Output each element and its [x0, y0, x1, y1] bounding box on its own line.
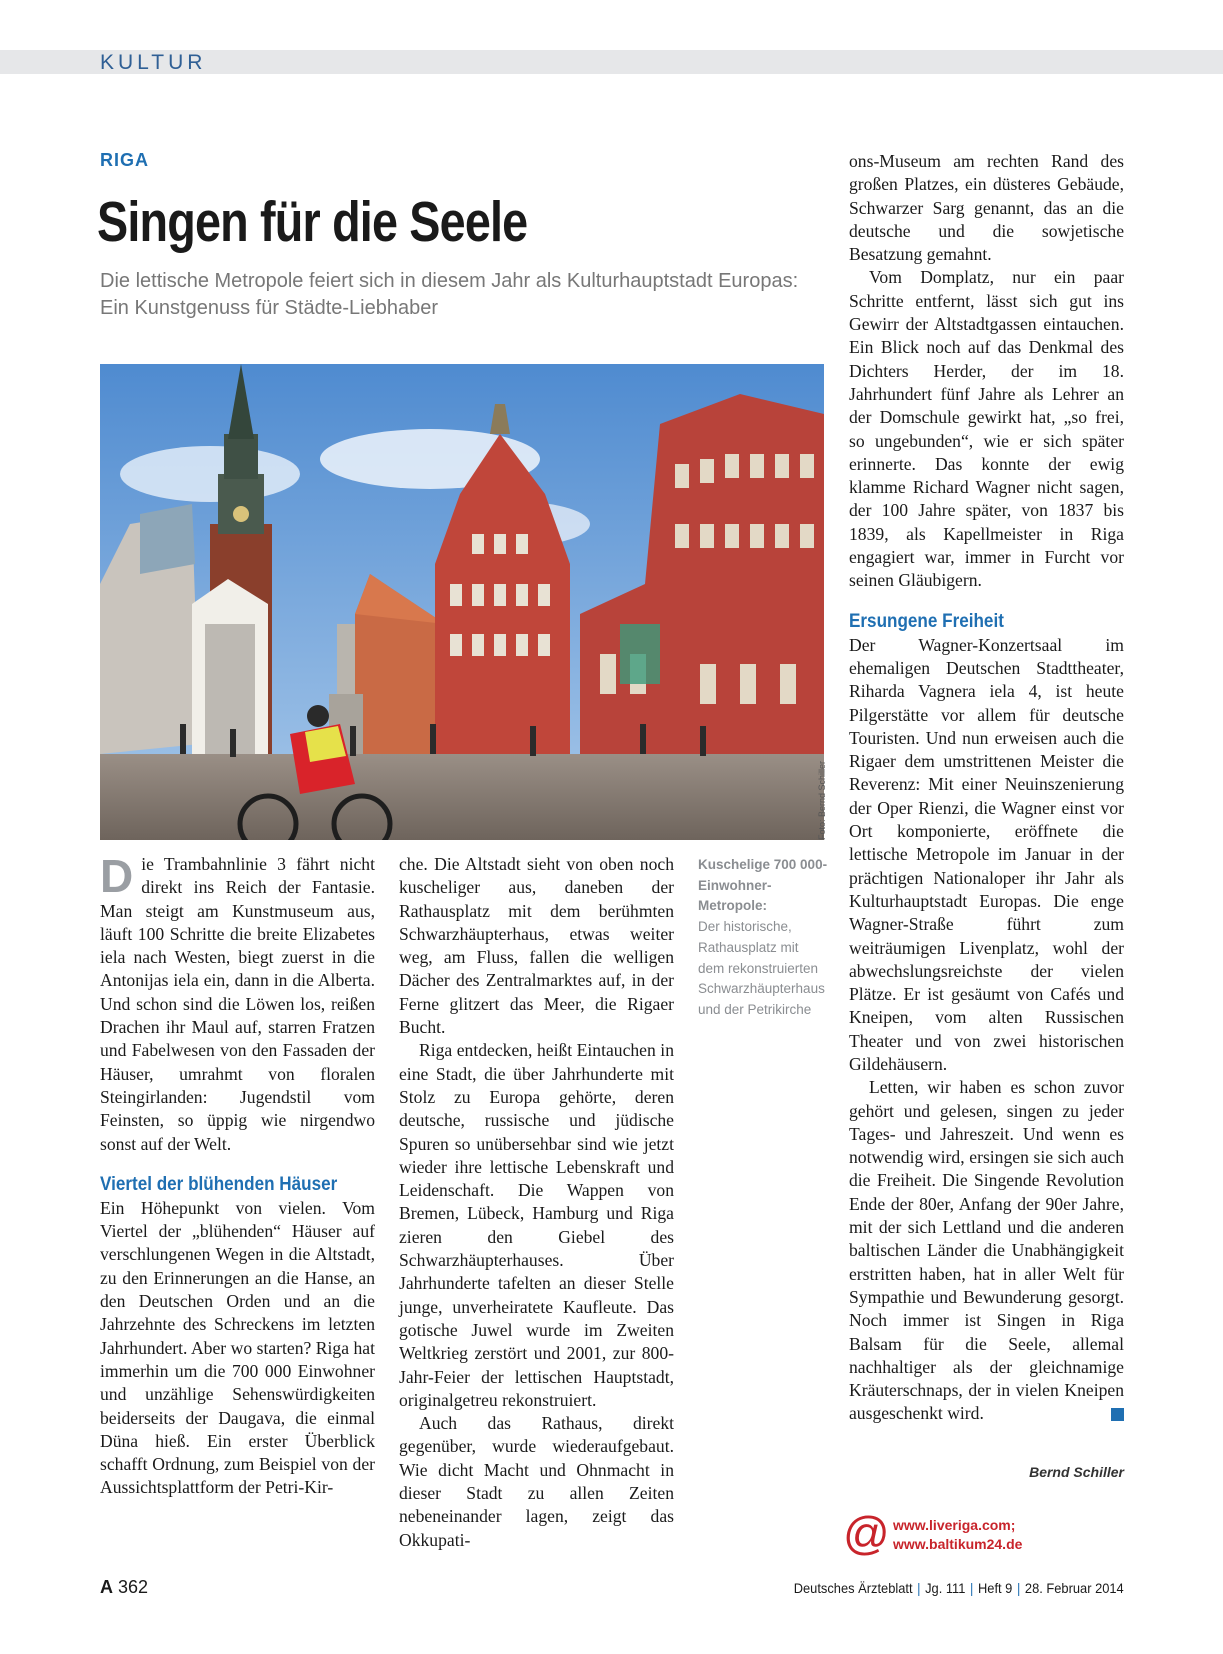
volume: Jg. 111	[925, 1580, 966, 1596]
separator: |	[970, 1580, 974, 1596]
issue-date: 28. Februar 2014	[1025, 1580, 1124, 1596]
web-links	[843, 1507, 1143, 1559]
link-baltikum24[interactable]: www.baltikum24.de	[893, 1536, 1023, 1552]
article-headline: Singen für die Seele	[97, 190, 528, 254]
drop-cap: D	[100, 850, 134, 902]
article-column-3	[849, 150, 1124, 1426]
article-column-2	[399, 853, 674, 1552]
page-number-value: 362	[118, 1577, 149, 1597]
end-mark	[1111, 1408, 1124, 1421]
issue: Heft 9	[978, 1580, 1013, 1596]
footer-imprint	[794, 1580, 1124, 1596]
separator: |	[1017, 1580, 1021, 1596]
caption-title: Kuschelige 700 000-Einwohner-Metropole:	[698, 857, 828, 914]
photo-credit: Foto: Bernd Schiller	[817, 760, 827, 840]
article-column-1	[100, 850, 375, 1500]
paragraph-5: Auch das Rathaus, direkt gegenüber, wurde wiederaufgebaut. Wie dicht Macht und Ohnmacht in dieser Stadt zu allen Zeiten nebeneinander lagen, zeigt das Okkupati-	[399, 1413, 674, 1550]
link-liveriga[interactable]: www.liveriga.com;	[893, 1517, 1016, 1533]
article-kicker: RIGA	[100, 150, 149, 170]
at-icon: @	[843, 1507, 890, 1559]
paragraph-4: Riga entdecken, heißt Eintauchen in eine Stadt, die über Jahrhunderte mit Stolz zu Europa gehörte, deren deutsche, russische und jüdische Spuren so unübersehbar sind wie jetzt wieder ihre lettische Lebenskraft und Leidenschaft. Die Wappen von Bremen, Lübeck, Hamburg und Riga zieren den Giebel des Schwarzhäupterhauses. Über Jahrhunderte tafelten an dieser Stelle junge, unverheiratete Kaufleute. Das gotische Juwel wurde im Zweiten Weltkrieg zerstört und 2001, zur 800-Jahr-Feier der lettischen Hauptstadt, originalgetreu rekonstruiert.	[399, 1040, 674, 1410]
photo-caption	[698, 855, 828, 1021]
subhead-viertel: Viertel der blühenden Häuser	[100, 1173, 338, 1195]
paragraph-7: Vom Domplatz, nur ein paar Schritte entfernt, lässt sich gut ins Gewirr der Altstadtgassen eintauchen. Ein Blick noch auf das Denkmal des Dichters Herder, der im 18. Jahrhundert fünf Jahre als Lehrer an der Domschule gewirkt hat, „so frei, so ungebunden“, wie er sich später erinnerte. Das konnte der ewig klamme Richard Wagner nicht sagen, der 100 Jahre später, von 1837 bis 1839, als Kapellmeister in Riga engagiert war, immer in Furcht vor seinen Gläubigern.	[849, 267, 1124, 591]
page-number	[100, 1577, 148, 1598]
paragraph-1: ie Trambahnlinie 3 fährt nicht direkt ins Reich der Fantasie. Man steigt am Kunstmuseum aus, läuft 100 Schritte die breite Elizabetes iela nach Westen, biegt zuerst in die Antonijas iela ein, dann in die Alberta. Und schon sind die Löwen los, reißen Drachen ihr Maul auf, starren Fratzen und Fabelwesen von den Fassaden der Häuser, umrahmt von floralen Steingirlanden: Jugendstil vom Feinsten, so üppig wie nirgendwo sonst auf der Welt.	[100, 854, 375, 1154]
article-subheadline: Die lettische Metropole feiert sich in diesem Jahr als Kulturhauptstadt Europas: Ein Kunstgenuss für Städte-Liebhaber	[100, 270, 799, 319]
caption-text: Der historische, Rathausplatz mit dem rekonstruierten Schwarzhäupterhaus und der Petrikirche	[698, 919, 825, 1017]
paragraph-3: che. Die Altstadt sieht von oben noch kuscheliger aus, daneben der Rathausplatz mit dem berühmten Schwarzhäupterhaus, etwas weiter weg, am Fluss, fallen die welligen Dächer des Zentralmarktes auf, in der Ferne glitzert das Meer, die Rigaer Bucht.	[399, 854, 674, 1038]
author-name: Bernd Schiller	[1029, 1464, 1124, 1480]
section-label: KULTUR	[100, 51, 207, 74]
subhead-freiheit: Ersungene Freiheit	[849, 610, 1004, 632]
article-photo	[100, 364, 824, 840]
paragraph-2: Ein Höhepunkt von vielen. Vom Viertel der „blühenden“ Häuser auf verschlungenen Wegen in die Altstadt, zu den Erinnerungen an die Hanse, an den Deutschen Orden und an die Jahrzehnte des Schreckens im letzten Jahrhundert. Aber wo starten? Riga hat immerhin um die 700 000 Einwohner und unzählige Sehenswürdigkeiten beiderseits der Daugava, die einmal Düna hieß. Ein erster Überblick schafft Ordnung, zum Beispiel von der Aussichtsplattform der Petri-Kir-	[100, 1197, 375, 1498]
page-prefix: A	[100, 1577, 113, 1597]
paragraph-6: ons-Museum am rechten Rand des großen Platzes, ein düsteres Gebäude, Schwarzer Sarg genannt, das an die deutsche und die sowjetische Besatzung gemahnt.	[849, 151, 1124, 265]
separator: |	[917, 1580, 921, 1596]
riga-town-square-photo	[100, 364, 824, 840]
paragraph-9: Letten, wir haben es schon zuvor gehört und gelesen, singen zu jeder Tages- und Jahreszeit. Und wenn es notwendig wird, ersingen sie sich auch die Freiheit. Die Singende Revolution Ende der 80er, Anfang der 90er Jahre, mit der sich Lettland und die anderen baltischen Länder die Unabhängigkeit erstritten haben, hat in aller Welt für Sympathie und Bewunderung gesorgt. Noch immer ist Singen in Riga Balsam für die Seele, allemal nachhaltiger als der gleichnamige Kräuterschnaps, der in vielen Kneipen ausgeschenkt wird.	[849, 1077, 1124, 1424]
journal-name: Deutsches Ärzteblatt	[793, 1580, 913, 1596]
paragraph-8: Der Wagner-Konzertsaal im ehemaligen Deutschen Stadttheater, Riharda Vagnera iela 4, ist heute Pilgerstätte vor allem für deutsche Touristen. Und nun erweisen auch die Rigaer dem umstrittenen Meister die Reverenz: Mit einer Neuinszenierung der Oper Rienzi, die Wagner einst vor Ort komponierte, eröffnete die lettische Metropole im Januar in der prächtigen Nationaloper ihr Jahr als Kulturhauptstadt Europas. Die enge Wagner-Straße führt zum weiträumigen Livenplatz, wohl der abwechslungsreichste der vielen Plätze. Er ist gesäumt von Cafés und Kneipen, vom alten Russischen Theater und von zwei historischen Gildehäusern.	[849, 634, 1124, 1074]
